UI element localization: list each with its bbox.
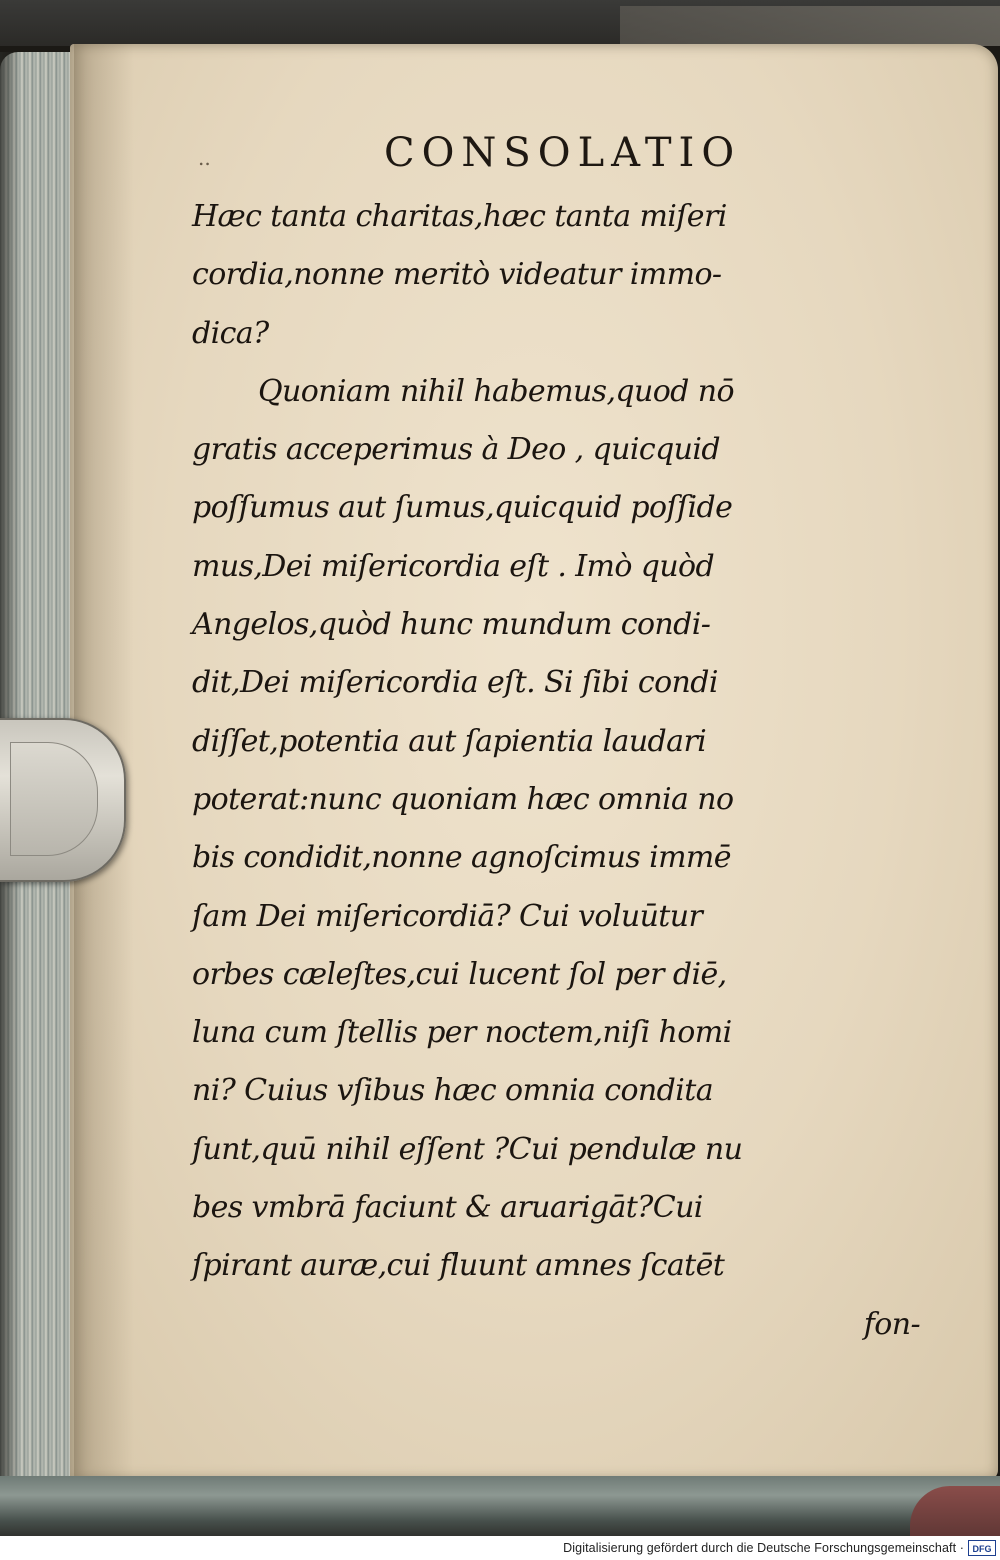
text-line: ſpirant auræ,cui fluunt amnes ſcatēt [192,1248,725,1284]
red-cover-corner [910,1486,1000,1540]
text-line: orbes cæleſtes,cui lucent ſol per diē, [192,956,727,992]
text-line: luna cum ſtellis per noctem,niſi homi [192,1015,732,1051]
text-line: diſſet,potentia aut ſapientia laudari [192,723,707,759]
text-line: bes vmbrā faciunt & aruarigāt?Cui [192,1190,703,1226]
clasp-inner [10,742,98,856]
text-line: dit,Dei miſericordia eſt. Si ſibi condi [192,665,718,701]
digitization-credit: Digitalisierung gefördert durch die Deutsche Forschungsgemeinschaft · [0,1536,1000,1560]
text-line: bis condidit,nonne agnoſcimus immē [192,840,731,876]
text-line: Hæc tanta charitas,hæc tanta miſeri [192,199,727,234]
text-line: ni? Cuius vſibus hæc omnia condita [192,1073,713,1109]
text-line: poſſumus aut ſumus,quicquid poſſide [192,490,733,526]
corner-mark: .. [198,146,211,170]
running-head: CONSOLATIO [384,130,742,176]
text-line: cordia,nonne meritò videatur immo- [192,257,722,293]
background-page-edge [620,6,1000,46]
top-background-strip [0,0,1000,46]
text-line: dica? [192,315,269,351]
text-line: poterat:nunc quoniam hæc omnia no [192,781,734,817]
text-block [192,188,932,1354]
text-line: gratis acceperimus à Deo , quicquid [192,432,720,468]
text-line: Angelos,quòd hunc mundum condi- [192,607,711,643]
text-line: Quoniam nihil habemus,quod nō [258,373,734,409]
book-clasp [0,718,126,882]
text-line: ſunt,quū nihil eſſent ?Cui pendulæ nu [192,1131,743,1167]
text-line: ſam Dei miſericordiā? Cui voluūtur [192,898,703,934]
text-line: fon- [863,1306,920,1342]
text-line: mus,Dei miſericordia eſt . Imò quòd [192,548,715,584]
bottom-page-stack [0,1476,1000,1540]
dfg-logo: DFG [968,1540,996,1556]
